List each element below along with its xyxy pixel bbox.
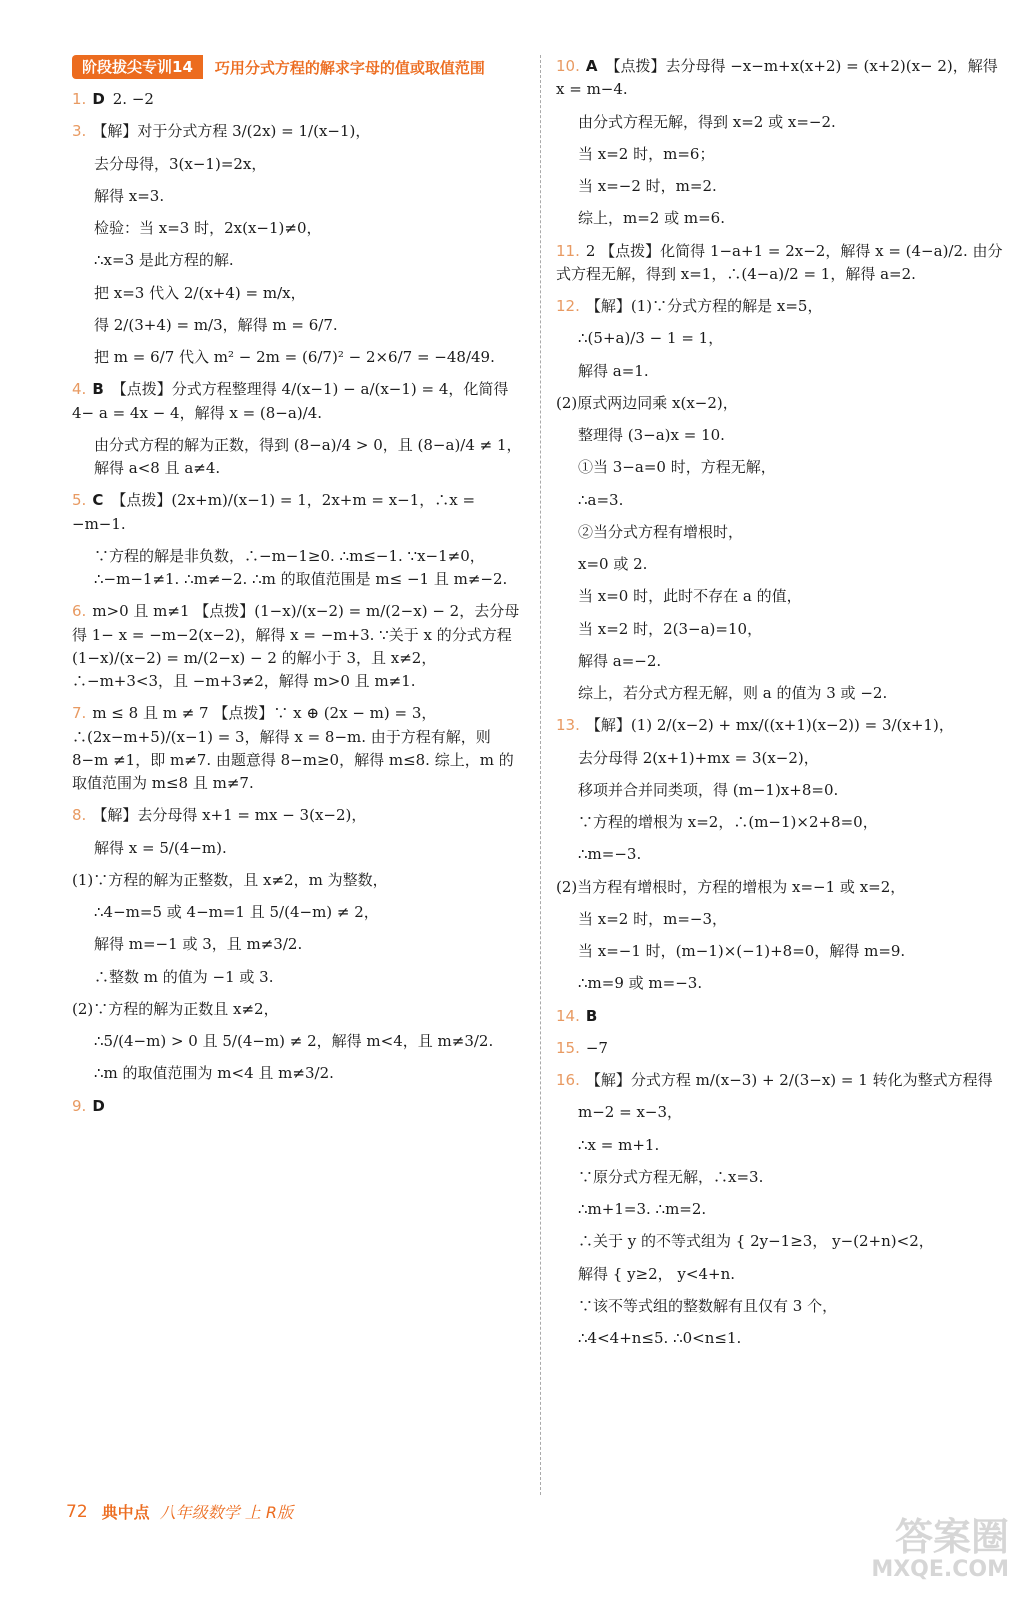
question-number: 11. [556,241,580,260]
answer-line [556,207,1008,230]
question-number: 14. [556,1006,580,1025]
answer-line [556,1327,1008,1350]
watermark [839,1516,1009,1586]
answer-line [556,747,1008,770]
solution-text: 【解】去分母得 x+1 = mx − 3(x−2)， [92,806,367,825]
solution-text: (2)原式两边同乘 x(x−2)， [556,393,738,412]
solution-text: 移项并合并同类项，得 (m−1)x+8=0. [578,780,839,799]
publisher-logo: 典中点 [101,1503,150,1522]
solution-text: m−2 = x−3， [578,1103,683,1122]
answer-line [556,1166,1008,1189]
answer-line [72,88,524,111]
solution-text: 把 m = 6/7 代入 m² − 2m = (6/7)² − 2×6/7 = −48/49. [94,348,495,366]
answer-line [556,1263,1008,1286]
answer-line [556,876,1008,899]
choice-answer: D [92,90,105,108]
right-column [556,55,1008,1359]
answer-line [72,489,524,536]
solution-text: 当 x=−1 时，(m−1)×(−1)+8=0，解得 m=9. [578,942,906,960]
left-column [72,88,524,1127]
answer-line [72,185,524,208]
solution-text: ∵方程的解是非负数，∴−m−1≥0. ∴m≤−1. ∵x−1≠0，∴−m−1≠1. ∴m≠−2. ∴m 的取值范围是 m≤ −1 且 m≠−2. [94,546,508,588]
solution-text: (2)∵方程的解为正数且 x≠2， [72,999,279,1018]
answer-line [556,1005,1008,1028]
solution-text: 检验：当 x=3 时，2x(x−1)≠0， [94,219,322,237]
choice-answer: C [92,491,104,510]
solution-text: ∴整数 m 的值为 −1 或 3. [94,967,274,986]
section-topic: 巧用分式方程的解求字母的值或取值范围 [214,58,485,77]
answer-line [72,346,524,369]
question-number: 12. [556,297,580,315]
solution-text: 去分母得，3(x−1)=2x， [94,154,267,173]
solution-text: −7 [585,1038,608,1057]
solution-text: ∴x=3 是此方程的解. [94,251,234,270]
answer-line [72,120,524,143]
solution-text: 由分式方程无解，得到 x=2 或 x=−2. [578,112,836,131]
solution-text: 得 2/(3+4) = m/3，解得 m = 6/7. [94,315,338,334]
answer-line [556,779,1008,802]
answer-line [556,489,1008,512]
solution-text: 整理得 (3−a)x = 10. [578,426,725,444]
page-number: 72 [66,1501,88,1522]
answer-line [72,1095,524,1118]
solution-text: m>0 且 m≠1 【点拨】(1−x)/(x−2) = m/(2−x) − 2，去分母得 1− x = −m−2(x−2)，解得 x = −m+3. ∵关于 x 的分式方程 (1−x)/(x−2) = m/(2−x) − 2 的解小于 3，且 x≠2，∴−m+3<3，且 −m+3≠2，解得 m>0 且 m≠1. [72,602,520,690]
solution-text: ∴m 的取值范围为 m<4 且 m≠3/2. [94,1064,334,1083]
solution-text: ∴4−m=5 或 4−m=1 且 5/(4−m) ≠ 2， [94,903,379,921]
section-header [72,55,485,79]
solution-text: 【解】分式方程 m/(x−3) + 2/(3−x) = 1 转化为整式方程得 [585,1071,993,1089]
choice-answer: D [92,1096,105,1115]
solution-text: ∴m=9 或 m=−3. [578,974,703,993]
answer-line [556,392,1008,415]
solution-text: 解得 a=−2. [578,651,662,670]
solution-text: 【点拨】分式方程整理得 4/(x−1) − a/(x−1) = 4，化简得 4− a = 4x − 4，解得 x = (8−a)/4. [72,380,509,422]
choice-answer: B [585,1006,598,1025]
book-title: 八年级数学 上 R版 [159,1503,293,1522]
question-number: 4. [72,380,87,399]
solution-text: 解得 x=3. [94,186,165,205]
answer-line [72,600,524,693]
solution-text: 综上，若分式方程无解，则 a 的值为 3 或 −2. [578,684,888,702]
solution-text: m ≤ 8 且 m ≠ 7 【点拨】∵ x ⊕ (2x − m) = 3，∴(2x−m+5)/(x−1) = 3，解得 x = 8−m. 由于方程有解，则 8−m ≠1，即 m≠7. 由题意得 8−m≥0，解得 m≤8. 综上，m 的取值范围为 m≤8 且 m≠7. [72,704,514,792]
solution-text: ∵方程的增根为 x=2，∴(m−1)×2+8=0， [578,813,878,831]
solution-text: ∴a=3. [578,490,624,509]
solution-text: (1)∵方程的解为正整数，且 x≠2，m 为整数， [72,870,388,889]
question-number: 1. [72,90,87,108]
answer-line [556,811,1008,834]
answer-line [72,314,524,337]
solution-text: ∴x = m+1. [578,1135,660,1154]
solution-text: 【解】(1) 2/(x−2) + mx/((x+1)(x−2)) = 3/(x+1)， [585,716,954,735]
answer-line [72,1062,524,1085]
answer-line [72,966,524,989]
answer-line [556,843,1008,866]
answer-line [556,295,1008,318]
question-number: 8. [72,806,87,825]
solution-text: 当 x=0 时，此时不存在 a 的值， [578,587,802,606]
answer-line [72,998,524,1021]
answer-line [72,282,524,305]
solution-text: ∴(5+a)/3 − 1 = 1， [578,329,724,348]
solution-text: 去分母得 2(x+1)+mx = 3(x−2)， [578,748,819,767]
solution-text: 当 x=−2 时，m=2. [578,177,717,195]
answer-line [556,240,1008,287]
solution-text: 解得 a=1. [578,361,649,380]
section-tag: 阶段拔尖专训14 [72,55,203,79]
solution-text: 解得 { y≥2， y<4+n. [578,1264,736,1283]
answer-line [72,702,524,795]
answer-line [556,1295,1008,1318]
solution-text: 当 x=2 时，m=6； [578,144,715,163]
solution-text: 2. −2 [112,90,154,108]
answer-line [556,650,1008,673]
answer-line [556,55,1008,102]
answer-line [556,1198,1008,1221]
answer-line [556,360,1008,383]
answer-line [556,940,1008,963]
solution-text: x=0 或 2. [578,555,648,573]
solution-text: ∴关于 y 的不等式组为 { 2y−1≥3， y−(2+n)<2， [578,1232,934,1251]
solution-text: 【解】(1)∵分式方程的解是 x=5， [585,297,823,315]
answer-line [72,901,524,924]
solution-text: 综上，m=2 或 m=6. [578,209,725,228]
solution-text: 把 x=3 代入 2/(x+4) = m/x， [94,283,306,302]
answer-line [556,682,1008,705]
question-number: 9. [72,1096,87,1115]
question-number: 10. [556,57,580,75]
answer-line [72,804,524,827]
answer-line [556,908,1008,931]
answer-line [72,153,524,176]
solution-text: 【点拨】去分母得 −x−m+x(x+2) = (x+2)(x− 2)，解得 x = m−4. [556,57,998,99]
answer-line [556,553,1008,576]
answer-line [556,111,1008,134]
answer-line [556,521,1008,544]
solution-text: ∴m+1=3. ∴m=2. [578,1200,707,1218]
question-number: 13. [556,716,580,735]
solution-text: 【解】对于分式方程 3/(2x) = 1/(x−1)， [92,122,371,141]
answer-line [556,1069,1008,1092]
solution-text: ∴m=−3. [578,845,642,864]
answer-line [72,249,524,272]
solution-text: ②当分式方程有增根时， [578,522,744,541]
answer-line [72,1030,524,1053]
solution-text: ∵该不等式组的整数解有且仅有 3 个， [578,1296,838,1315]
answer-line [72,837,524,860]
solution-text: ∴5/(4−m) > 0 且 5/(4−m) ≠ 2，解得 m<4，且 m≠3/2. [94,1032,494,1050]
column-divider [540,55,541,1495]
solution-text: 解得 m=−1 或 3，且 m≠3/2. [94,935,303,954]
answer-line [556,1037,1008,1060]
solution-text: 【点拨】(2x+m)/(x−1) = 1，2x+m = x−1，∴x = −m−1. [72,491,476,533]
answer-line [72,434,524,481]
answer-line [556,618,1008,641]
answer-line [72,217,524,240]
solution-text: 由分式方程的解为正数，得到 (8−a)/4 > 0，且 (8−a)/4 ≠ 1，解得 a<8 且 a≠4. [94,435,522,477]
solution-text: 解得 x = 5/(4−m). [94,838,227,857]
answer-line [556,585,1008,608]
answer-line [556,1101,1008,1124]
answer-line [556,424,1008,447]
answer-line [72,869,524,892]
question-number: 15. [556,1038,580,1057]
solution-text: 当 x=2 时，m=−3， [578,909,728,928]
watermark-text: 答案圈 [894,1515,1009,1559]
choice-answer: A [585,57,598,75]
solution-text: ∴4<4+n≤5. ∴0<n≤1. [578,1329,742,1347]
question-number: 16. [556,1071,580,1089]
answer-line [72,933,524,956]
solution-text: (2)当方程有增根时，方程的增根为 x=−1 或 x=2， [556,877,906,896]
answer-line [556,714,1008,737]
solution-text: 当 x=2 时，2(3−a)=10， [578,619,763,638]
question-number: 6. [72,602,87,621]
page-footer [66,1500,293,1523]
question-number: 3. [72,122,87,141]
answer-line [556,143,1008,166]
answer-line [556,1230,1008,1253]
question-number: 7. [72,704,87,723]
question-number: 5. [72,491,87,510]
answer-line [556,456,1008,479]
answer-line [556,175,1008,198]
choice-answer: B [92,380,104,399]
answer-line [72,545,524,592]
solution-text: ∵原分式方程无解，∴x=3. [578,1167,764,1186]
answer-line [556,327,1008,350]
answer-line [72,378,524,425]
solution-text: 2 【点拨】化简得 1−a+1 = 2x−2，解得 x = (4−a)/2. 由分式方程无解，得到 x=1，∴(4−a)/2 = 1，解得 a=2. [556,241,1003,283]
answer-line [556,1134,1008,1157]
answer-line [556,972,1008,995]
solution-text: ①当 3−a=0 时，方程无解， [578,458,776,477]
watermark-url: MXQE.COM [871,1557,1009,1582]
